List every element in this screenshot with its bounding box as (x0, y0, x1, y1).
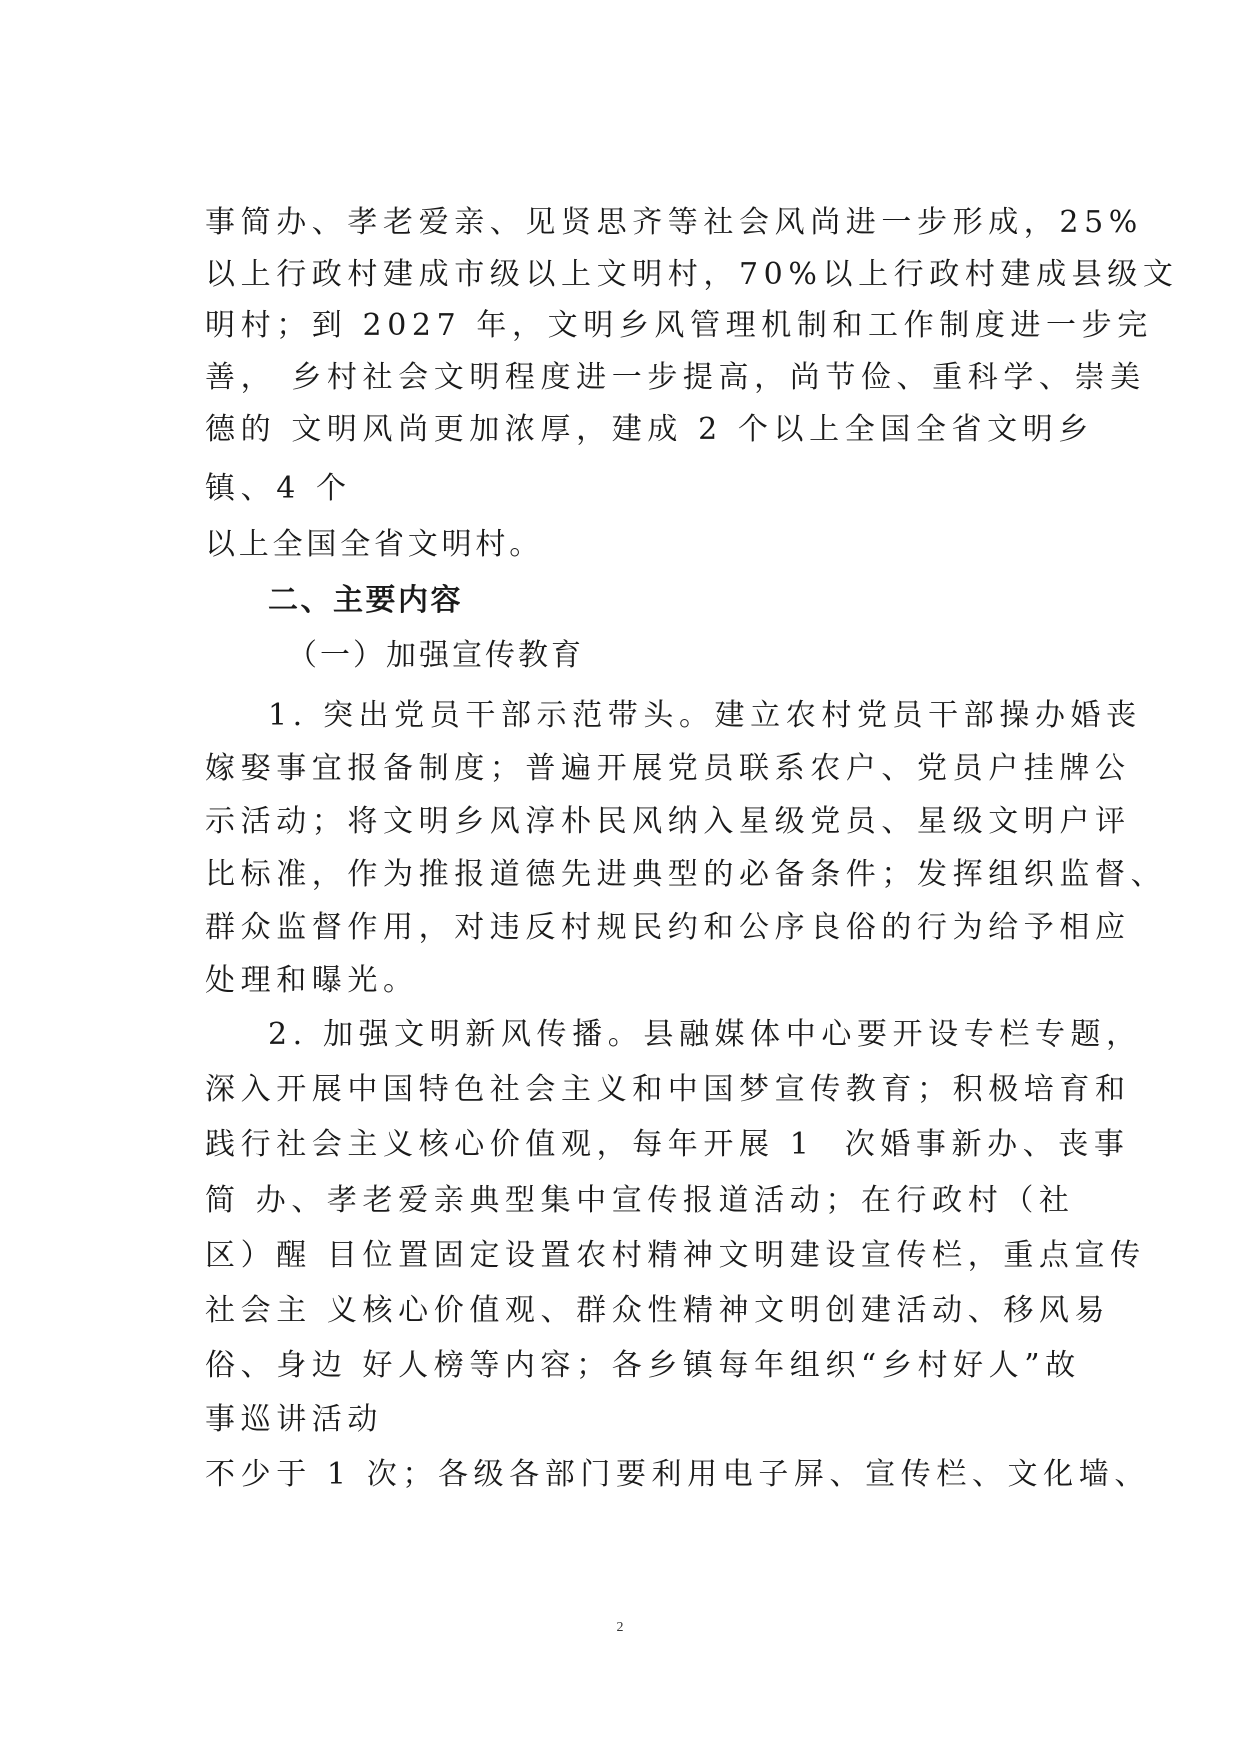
paragraph-line: 德的 文明风尚更加浓厚，建成 2 个以上全国全省文明乡 (205, 412, 1094, 447)
subsection-heading: （一）加强宣传教育 (287, 638, 584, 673)
paragraph-line: 简 办、孝老爱亲典型集中宣传报道活动；在行政村（社 (205, 1183, 1075, 1218)
paragraph-line: 践行社会主义核心价值观，每年开展 1 次婚事新办、丧事 (205, 1127, 1130, 1162)
paragraph-line: 事简办、孝老爱亲、见贤思齐等社会风尚进一步形成，25% (205, 205, 1143, 240)
paragraph-line: 深入开展中国特色社会主义和中国梦宣传教育；积极培育和 (205, 1072, 1131, 1107)
paragraph-line: 区）醒 目位置固定设置农村精神文明建设宣传栏，重点宣传 (205, 1238, 1146, 1273)
paragraph-line: 不少于 1 次；各级各部门要利用电子屏、宣传栏、文化墙、 (205, 1457, 1150, 1492)
paragraph-line: 处理和曝光。 (205, 963, 419, 998)
paragraph-line: 事巡讲活动 (205, 1402, 383, 1437)
paragraph-line: 示活动；将文明乡风淳朴民风纳入星级党员、星级文明户评 (205, 804, 1131, 839)
paragraph-line: 以上行政村建成市级以上文明村，70%以上行政村建成县级文 (205, 257, 1179, 292)
paragraph-line: 镇、4 个 (205, 471, 352, 506)
paragraph-line: 群众监督作用，对违反村规民约和公序良俗的行为给予相应 (205, 910, 1131, 945)
section-heading: 二、主要内容 (268, 583, 463, 618)
paragraph-line: 善， 乡村社会文明程度进一步提高，尚节俭、重科学、崇美 (205, 360, 1146, 395)
paragraph-line: 1. 突出党员干部示范带头。建立农村党员干部操办婚丧 (268, 698, 1142, 733)
paragraph-line: 俗、身边 好人榜等内容；各乡镇每年组织“乡村好人”故 (205, 1348, 1081, 1383)
paragraph-line: 明村；到 2027 年，文明乡风管理机制和工作制度进一步完 (205, 308, 1153, 343)
paragraph-line: 以上全国全省文明村。 (205, 527, 543, 562)
paragraph-line: 比标准，作为推报道德先进典型的必备条件；发挥组织监督、 (205, 857, 1167, 892)
paragraph-line: 嫁娶事宜报备制度；普遍开展党员联系农户、党员户挂牌公 (205, 751, 1131, 786)
page-number: 2 (616, 1620, 624, 1635)
paragraph-line: 2. 加强文明新风传播。县融媒体中心要开设专栏专题， (268, 1017, 1142, 1052)
paragraph-line: 社会主 义核心价值观、群众性精神文明创建活动、移风易 (205, 1293, 1111, 1328)
